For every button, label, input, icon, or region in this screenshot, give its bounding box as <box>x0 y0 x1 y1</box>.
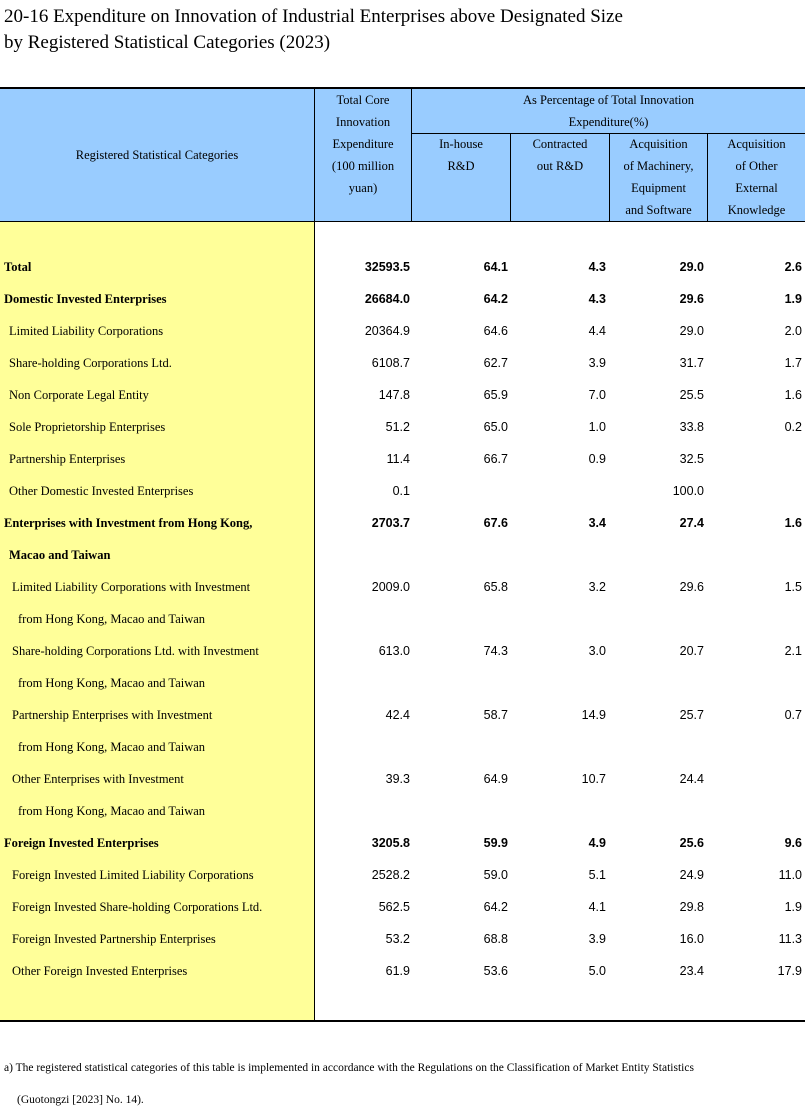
machinery-acquisition-value: 16.0 <box>679 932 704 946</box>
title-line-2: by Registered Statistical Categories (2023) <box>4 32 331 53</box>
row-category-label-continued: Macao and Taiwan <box>9 548 111 562</box>
other-knowledge-value: 2.6 <box>784 260 802 274</box>
table-row <box>0 445 805 477</box>
in-house-rd-value: 64.2 <box>483 292 508 306</box>
row-category-label: Other Enterprises with Investment <box>12 772 184 786</box>
contracted-out-rd-value: 10.7 <box>581 772 606 786</box>
contracted-out-rd-value: 7.0 <box>588 388 606 402</box>
contracted-out-rd-value: 4.3 <box>588 292 606 306</box>
header-total-core-expenditure: Total Core Innovation Expenditure (100 million yuan) <box>331 93 395 195</box>
contracted-out-rd-value: 1.0 <box>588 420 606 434</box>
contracted-out-rd-value: 3.9 <box>588 356 606 370</box>
header-bottom-rule <box>0 221 805 222</box>
total-core-expenditure-value: 2009.0 <box>371 580 410 594</box>
total-core-expenditure-value: 61.9 <box>385 964 410 978</box>
other-knowledge-value: 2.1 <box>784 644 802 658</box>
in-house-rd-value: 64.6 <box>483 324 508 338</box>
table-row-continuation <box>0 605 314 637</box>
machinery-acquisition-value: 23.4 <box>679 964 704 978</box>
in-house-rd-value: 53.6 <box>483 964 508 978</box>
table-row <box>0 573 805 605</box>
other-knowledge-value: 17.9 <box>777 964 802 978</box>
machinery-acquisition-value: 25.6 <box>679 836 704 850</box>
row-category-label: Enterprises with Investment from Hong Kong, <box>4 516 253 530</box>
table-row-continuation <box>0 541 314 573</box>
total-core-expenditure-value: 42.4 <box>385 708 410 722</box>
header-stub-label: Registered Statistical Categories <box>75 148 239 162</box>
header-in-house-rd: In-house R&D <box>439 137 483 173</box>
row-category-label: Other Domestic Invested Enterprises <box>9 484 194 498</box>
title-line-1: 20-16 Expenditure on Innovation of Industrial Enterprises above Designated Size <box>4 6 623 27</box>
table-row <box>0 349 805 381</box>
other-knowledge-value: 0.2 <box>784 420 802 434</box>
contracted-out-rd-value: 5.1 <box>588 868 606 882</box>
total-core-expenditure-value: 51.2 <box>385 420 410 434</box>
row-category-label: Total <box>4 260 32 274</box>
total-core-expenditure-value: 26684.0 <box>364 292 410 306</box>
contracted-out-rd-value: 5.0 <box>588 964 606 978</box>
total-core-expenditure-value: 147.8 <box>378 388 410 402</box>
total-core-expenditure-value: 32593.5 <box>364 260 410 274</box>
table-row <box>0 925 805 957</box>
row-category-label: Non Corporate Legal Entity <box>9 388 149 402</box>
in-house-rd-value: 65.0 <box>483 420 508 434</box>
contracted-out-rd-value: 3.4 <box>588 516 606 530</box>
machinery-acquisition-value: 33.8 <box>679 420 704 434</box>
footnote-line-2: (Guotongzi [2023] No. 14). <box>17 1094 144 1106</box>
contracted-out-rd-value: 3.2 <box>588 580 606 594</box>
row-category-label: Other Foreign Invested Enterprises <box>12 964 188 978</box>
row-category-label: Foreign Invested Partnership Enterprises <box>12 932 216 946</box>
machinery-acquisition-value: 25.7 <box>679 708 704 722</box>
machinery-acquisition-value: 29.8 <box>679 900 704 914</box>
contracted-out-rd-value: 3.9 <box>588 932 606 946</box>
in-house-rd-value: 65.9 <box>483 388 508 402</box>
in-house-rd-value: 59.9 <box>483 836 508 850</box>
table-row-continuation <box>0 669 314 701</box>
total-core-expenditure-value: 11.4 <box>386 452 410 466</box>
row-category-label-continued: from Hong Kong, Macao and Taiwan <box>18 676 206 690</box>
in-house-rd-value: 59.0 <box>483 868 508 882</box>
in-house-rd-value: 64.1 <box>483 260 508 274</box>
machinery-acquisition-value: 24.9 <box>679 868 704 882</box>
table-row <box>0 637 805 669</box>
row-category-label: Foreign Invested Share-holding Corporations Ltd. <box>12 900 263 914</box>
row-category-label: Foreign Invested Limited Liability Corporations <box>12 868 254 882</box>
header-acquisition-machinery: Acquisition of Machinery, Equipment and Software <box>623 137 694 217</box>
table-row <box>0 893 805 925</box>
table-row-continuation <box>0 797 314 829</box>
in-house-rd-value: 58.7 <box>483 708 508 722</box>
contracted-out-rd-value: 14.9 <box>581 708 606 722</box>
other-knowledge-value: 1.7 <box>784 356 802 370</box>
table-row-continuation <box>0 733 314 765</box>
total-core-expenditure-value: 2528.2 <box>371 868 410 882</box>
contracted-out-rd-value: 0.9 <box>588 452 606 466</box>
total-core-expenditure-value: 53.2 <box>385 932 410 946</box>
row-category-label: Domestic Invested Enterprises <box>4 292 167 306</box>
total-core-expenditure-value: 562.5 <box>378 900 410 914</box>
other-knowledge-value: 9.6 <box>784 836 802 850</box>
total-core-expenditure-value: 0.1 <box>392 484 410 498</box>
table-row <box>0 381 805 413</box>
in-house-rd-value: 62.7 <box>483 356 508 370</box>
machinery-acquisition-value: 29.0 <box>679 324 704 338</box>
machinery-acquisition-value: 29.0 <box>679 260 704 274</box>
header-percentage-group: As Percentage of Total Innovation Expenditure(%) <box>522 93 695 129</box>
in-house-rd-value: 64.9 <box>483 772 508 786</box>
other-knowledge-value: 11.3 <box>778 932 802 946</box>
table-row <box>0 477 805 509</box>
total-core-expenditure-value: 613.0 <box>378 644 410 658</box>
in-house-rd-value: 64.2 <box>483 900 508 914</box>
header-acquisition-knowledge: Acquisition of Other External Knowledge <box>727 137 786 217</box>
row-category-label: Limited Liability Corporations <box>9 324 164 338</box>
machinery-acquisition-value: 24.4 <box>679 772 704 786</box>
row-category-label-continued: from Hong Kong, Macao and Taiwan <box>18 804 206 818</box>
in-house-rd-value: 67.6 <box>483 516 508 530</box>
table-row <box>0 861 805 893</box>
table-row <box>0 253 805 285</box>
table-row <box>0 317 805 349</box>
total-core-expenditure-value: 2703.7 <box>371 516 410 530</box>
contracted-out-rd-value: 4.3 <box>588 260 606 274</box>
machinery-acquisition-value: 31.7 <box>679 356 704 370</box>
in-house-rd-value: 66.7 <box>483 452 508 466</box>
contracted-out-rd-value: 3.0 <box>588 644 606 658</box>
other-knowledge-value: 1.6 <box>784 388 802 402</box>
in-house-rd-value: 74.3 <box>483 644 508 658</box>
table-row <box>0 957 805 989</box>
in-house-rd-value: 65.8 <box>483 580 508 594</box>
table-row <box>0 701 805 733</box>
other-knowledge-value: 0.7 <box>784 708 802 722</box>
total-core-expenditure-value: 6108.7 <box>371 356 410 370</box>
contracted-out-rd-value: 4.4 <box>588 324 606 338</box>
row-category-label: Foreign Invested Enterprises <box>4 836 159 850</box>
contracted-out-rd-value: 4.1 <box>588 900 606 914</box>
machinery-acquisition-value: 25.5 <box>679 388 704 402</box>
row-category-label: Partnership Enterprises with Investment <box>12 708 213 722</box>
machinery-acquisition-value: 32.5 <box>679 452 704 466</box>
row-category-label: Partnership Enterprises <box>9 452 126 466</box>
row-category-label-continued: from Hong Kong, Macao and Taiwan <box>18 612 206 626</box>
other-knowledge-value: 2.0 <box>784 324 802 338</box>
table-row <box>0 829 805 861</box>
total-core-expenditure-value: 20364.9 <box>364 324 410 338</box>
other-knowledge-value: 1.6 <box>784 516 802 530</box>
bottom-rule <box>0 1020 805 1022</box>
row-category-label: Limited Liability Corporations with Investment <box>12 580 251 594</box>
table-row <box>0 285 805 317</box>
header-contracted-out-rd: Contracted out R&D <box>532 137 588 173</box>
footnote-line-1: a) The registered statistical categories of this table is implemented in accordance with the Regulations on the Classification of Market Entity Statistics <box>4 1062 694 1074</box>
row-category-label: Share-holding Corporations Ltd. with Investment <box>12 644 259 658</box>
table-row <box>0 509 805 541</box>
contracted-out-rd-value: 4.9 <box>588 836 606 850</box>
machinery-acquisition-value: 20.7 <box>679 644 704 658</box>
row-category-label: Sole Proprietorship Enterprises <box>9 420 166 434</box>
machinery-acquisition-value: 27.4 <box>679 516 704 530</box>
machinery-acquisition-value: 29.6 <box>679 580 704 594</box>
machinery-acquisition-value: 29.6 <box>679 292 704 306</box>
row-category-label: Share-holding Corporations Ltd. <box>9 356 172 370</box>
row-category-label-continued: from Hong Kong, Macao and Taiwan <box>18 740 206 754</box>
machinery-acquisition-value: 100.0 <box>672 484 704 498</box>
other-knowledge-value: 11.0 <box>778 868 802 882</box>
table-row <box>0 765 805 797</box>
total-core-expenditure-value: 39.3 <box>385 772 410 786</box>
other-knowledge-value: 1.5 <box>784 580 802 594</box>
other-knowledge-value: 1.9 <box>784 292 802 306</box>
table-row <box>0 413 805 445</box>
in-house-rd-value: 68.8 <box>483 932 508 946</box>
total-core-expenditure-value: 3205.8 <box>371 836 410 850</box>
other-knowledge-value: 1.9 <box>784 900 802 914</box>
